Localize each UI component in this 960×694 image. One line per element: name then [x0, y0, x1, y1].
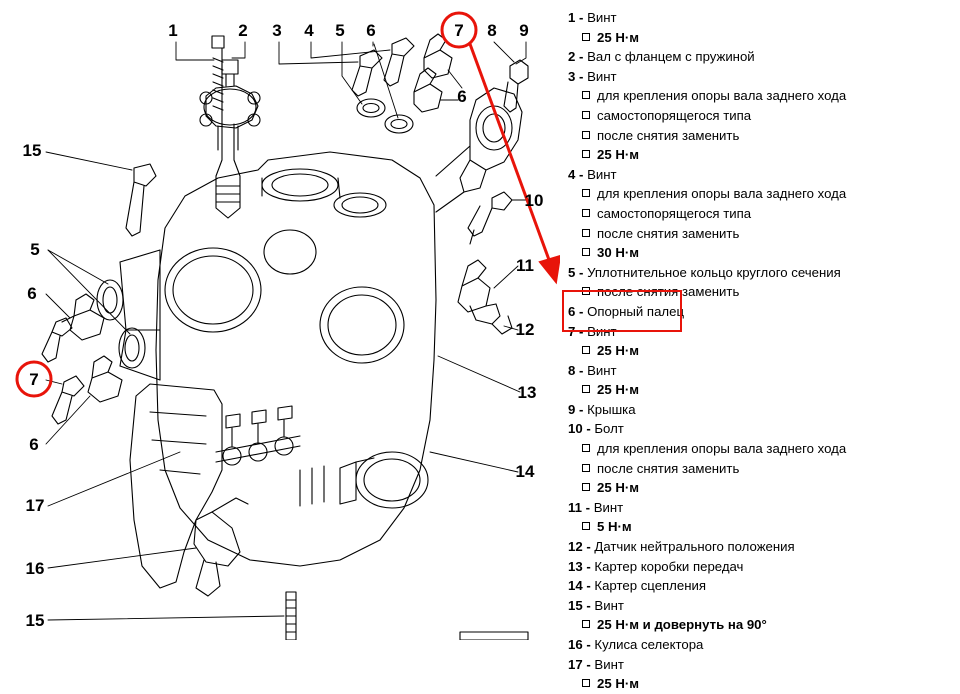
legend-item — [568, 400, 954, 420]
legend-item — [568, 8, 954, 28]
legend-subitem-label: 25 Н·м — [597, 480, 640, 496]
legend-subitem — [568, 517, 954, 537]
diagram-callout-6: 6 — [27, 284, 37, 303]
legend-dash: - — [575, 303, 588, 319]
checkbox-icon — [582, 131, 590, 139]
checkbox-icon — [582, 679, 590, 687]
legend-subitem-label: для крепления опоры вала заднего хода — [597, 88, 847, 104]
legend-subitem — [568, 615, 954, 635]
red-annotation-group — [17, 13, 560, 396]
legend-item-label: Уплотнительное кольцо круглого сечения — [587, 264, 841, 280]
legend-item — [568, 498, 954, 518]
legend-dash: - — [582, 597, 595, 613]
legend-item-label: Винт — [587, 362, 617, 378]
diagram-callout-15: 15 — [25, 611, 45, 630]
legend-item-number: 14 — [568, 578, 583, 594]
legend-subitem-label: после снятия заменить — [597, 225, 740, 241]
legend-dash: - — [575, 401, 588, 417]
legend-subitem-label: 25 Н·м — [597, 382, 640, 398]
legend-subitem — [568, 126, 954, 146]
legend-item — [568, 322, 954, 342]
legend-subitem — [568, 341, 954, 361]
diagram-callout-6: 6 — [457, 87, 467, 106]
legend-subitem-label: после снятия заменить — [597, 127, 740, 143]
diagram-callout-6: 6 — [29, 435, 39, 454]
legend-subitem-label: 25 Н·м и довернуть на 90° — [597, 617, 767, 633]
legend-item-label: Опорный палец — [587, 303, 684, 319]
legend-subitem-label: 5 Н·м — [597, 519, 632, 535]
legend-item-label: Винт — [587, 166, 617, 182]
legend-subitem-label: 30 Н·м — [597, 245, 640, 261]
diagram-callout-13: 13 — [517, 383, 537, 402]
checkbox-icon — [582, 229, 590, 237]
legend-item — [568, 67, 954, 87]
legend-item-number: 10 — [568, 421, 583, 437]
checkbox-icon — [582, 287, 590, 295]
diagram-callout-11: 11 — [516, 256, 534, 275]
diagram-callout-8: 8 — [487, 21, 497, 40]
legend-subitem-label: для крепления опоры вала заднего хода — [597, 441, 847, 457]
checkbox-icon — [582, 91, 590, 99]
legend-subitem-label: 25 Н·м — [597, 676, 640, 692]
legend-item-label: Винт — [587, 10, 617, 25]
legend-item-number: 8 — [568, 362, 576, 378]
red-arrow — [470, 44, 560, 282]
legend-subitem — [568, 86, 954, 106]
diagram-callout-16: 16 — [25, 559, 45, 578]
checkbox-icon — [582, 111, 590, 119]
legend-item-number: 7 — [568, 323, 576, 339]
checkbox-icon — [582, 346, 590, 354]
checkbox-icon — [582, 620, 590, 628]
diagram-callout-4: 4 — [304, 21, 314, 40]
diagram-callout-1: 1 — [168, 21, 178, 40]
legend-item — [568, 361, 954, 381]
diagram-callout-17: 17 — [25, 496, 45, 515]
legend-item-number: 2 — [568, 49, 576, 65]
legend-dash: - — [581, 499, 594, 515]
legend-subitem — [568, 380, 954, 400]
legend-subitem — [568, 243, 954, 263]
legend-item-label: Вал с фланцем с пружиной — [587, 49, 755, 65]
diagram-callout-7: 7 — [29, 370, 39, 389]
legend-dash: - — [582, 558, 595, 574]
legend-item-number: 9 — [568, 401, 576, 417]
legend-subitem — [568, 145, 954, 165]
legend-subitem-label: 25 Н·м — [597, 29, 640, 45]
legend-item — [568, 165, 954, 185]
legend-subitem — [568, 674, 954, 694]
legend-item-label: Датчик нейтрального положения — [594, 539, 795, 555]
diagram-callout-5: 5 — [335, 21, 345, 40]
legend-item — [568, 635, 954, 655]
legend-dash: - — [582, 656, 595, 672]
checkbox-icon — [582, 33, 590, 41]
checkbox-icon — [582, 150, 590, 158]
legend-item-number: 17 — [568, 656, 583, 672]
legend-dash: - — [575, 166, 588, 182]
legend-subitem-label: для крепления опоры вала заднего хода — [597, 186, 847, 202]
legend-list — [568, 8, 954, 694]
legend-item-number: 13 — [568, 558, 583, 574]
legend-item-number: 6 — [568, 303, 576, 319]
legend-item — [568, 655, 954, 675]
legend-item-label: Винт — [587, 68, 617, 84]
legend-item-number: 4 — [568, 166, 576, 182]
legend-dash: - — [575, 362, 588, 378]
legend-subitem — [568, 439, 954, 459]
legend-item-number: 5 — [568, 264, 576, 280]
legend-subitem — [568, 459, 954, 479]
legend-item-number: 3 — [568, 68, 576, 84]
diagram-callout-7: 7 — [454, 21, 464, 40]
legend-item — [568, 557, 954, 577]
checkbox-icon — [582, 483, 590, 491]
legend-item — [568, 302, 954, 322]
legend-item-label: Крышка — [587, 401, 636, 417]
legend-subitem — [568, 106, 954, 126]
legend-item-label: Кулиса селектора — [594, 637, 704, 652]
legend-item — [568, 576, 954, 596]
legend-subitem — [568, 28, 954, 48]
diagram-callout-6: 6 — [366, 21, 376, 40]
checkbox-icon — [582, 522, 590, 530]
legend-item-label: Винт — [593, 499, 624, 515]
legend-pane — [560, 0, 960, 692]
legend-item-label: Винт — [594, 656, 624, 672]
legend-item-number: 15 — [568, 597, 583, 613]
legend-dash: - — [575, 68, 588, 84]
checkbox-icon — [582, 464, 590, 472]
legend-item — [568, 596, 954, 616]
legend-item — [568, 537, 954, 557]
legend-item — [568, 263, 954, 283]
legend-item-label: Картер коробки передач — [594, 558, 744, 574]
legend-item-label: Винт — [587, 323, 617, 339]
diagram-callout-10: 10 — [524, 191, 544, 210]
legend-dash: - — [582, 539, 595, 555]
legend-subitem — [568, 282, 954, 302]
diagram-callout-9: 9 — [519, 21, 529, 40]
legend-item — [568, 47, 954, 67]
legend-dash: - — [575, 323, 588, 339]
legend-dash: - — [575, 10, 588, 25]
legend-subitem — [568, 224, 954, 244]
legend-subitem — [568, 478, 954, 498]
checkbox-icon — [582, 385, 590, 393]
legend-subitem-label: 25 Н·м — [597, 147, 640, 163]
legend-subitem-label: самостопорящегося типа — [597, 205, 752, 221]
legend-dash: - — [575, 264, 588, 280]
legend-subitem — [568, 184, 954, 204]
legend-item-label: Винт — [594, 597, 624, 613]
diagram-callout-3: 3 — [272, 21, 282, 40]
diagram-callout-5: 5 — [30, 240, 40, 259]
legend-dash: - — [582, 578, 595, 594]
diagram-callout-14: 14 — [515, 462, 535, 481]
legend-subitem-label: 25 Н·м — [597, 343, 640, 359]
legend-dash: - — [582, 421, 595, 437]
diagram-callout-2: 2 — [238, 21, 248, 40]
diagram-callout-12: 12 — [515, 320, 535, 339]
checkbox-icon — [582, 444, 590, 452]
legend-subitem-label: после снятия заменить — [597, 460, 740, 476]
checkbox-icon — [582, 248, 590, 256]
diagram-callout-15: 15 — [22, 141, 42, 160]
legend-item-number: 1 — [568, 10, 576, 25]
legend-subitem-label: после снятия заменить — [597, 284, 740, 300]
legend-dash: - — [582, 637, 595, 652]
legend-subitem-label: самостопорящегося типа — [597, 107, 752, 123]
checkbox-icon — [582, 189, 590, 197]
legend-subitem — [568, 204, 954, 224]
legend-item-label: Болт — [594, 421, 624, 437]
legend-dash: - — [575, 49, 588, 65]
checkbox-icon — [582, 209, 590, 217]
legend-item-number: 12 — [568, 539, 583, 555]
legend-item-label: Картер сцепления — [594, 578, 706, 594]
legend-item-number: 16 — [568, 637, 583, 652]
legend-item-number: 11 — [568, 499, 582, 515]
legend-item — [568, 419, 954, 439]
